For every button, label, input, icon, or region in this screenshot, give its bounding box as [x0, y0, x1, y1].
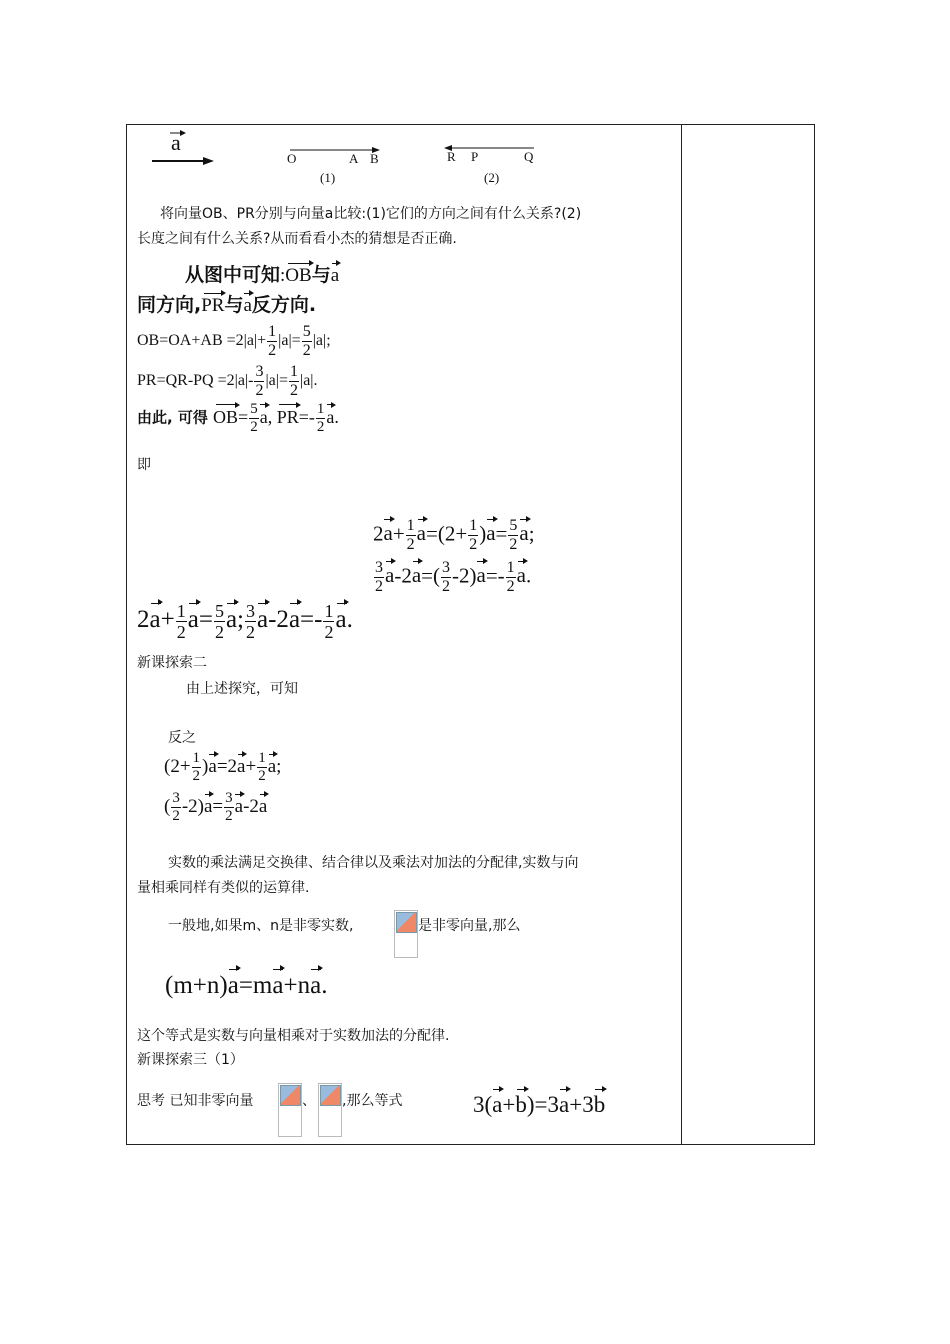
broken-image-icon: [318, 1083, 342, 1137]
broken-image-icon: [278, 1083, 302, 1137]
general-tail-text: 是非零向量,那么: [418, 918, 521, 934]
law-line-1: 实数的乘法满足交换律、结合律以及乘法对加法的分配律,实数与向: [168, 855, 579, 871]
converse-line-2: ( $\frac{3}{2}$ -2)a= $\frac{3}{2}$ a-2a: [164, 790, 268, 824]
think-text: 思考 已知非零向量: [137, 1093, 254, 1109]
from-figure-line: 从图中可知:OB与a: [185, 264, 340, 286]
hence-line: 由此, 可得 OB= $\frac{5}{2}$ a, PR=- $\frac{1}{2}$ a.: [137, 401, 339, 435]
fig1-point-o: O: [287, 151, 297, 166]
fig2-point-r: R: [447, 149, 456, 164]
vector-a-arrowhead: [203, 157, 214, 165]
converse-line-1: (2+ $\frac{1}{2}$ )a=2a+ $\frac{1}{2}$ a;: [164, 750, 282, 784]
column-divider: [681, 125, 682, 1144]
fig1-point-b: B: [370, 151, 379, 166]
think-separator: 、: [302, 1093, 316, 1109]
general-text: 一般地,如果m、n是非零实数,: [168, 918, 354, 934]
summary-equation: 2a+ $\frac{1}{2}$ a= $\frac{5}{2}$ a; $\frac{3}{2}$ a-2a=- $\frac{1}{2}$ a.: [137, 601, 353, 642]
think-tail-text: ,那么等式: [342, 1093, 403, 1109]
from-above-text: 由上述探究，可知: [186, 681, 298, 697]
pr-length-equation: PR=QR-PQ =2|a|- $\frac{3}{2}$ |a|= $\frac{1}{2}$ |a|.: [137, 363, 318, 399]
direction-line: 同方向,PR与a反方向.: [137, 294, 317, 316]
derivation-line-1: 2a+ $\frac{1}{2}$ a=(2+ $\frac{1}{2}$ )a= $\frac{5}{2}$ a;: [373, 517, 535, 553]
fig1-point-a: A: [349, 151, 359, 166]
question-line-2: 长度之间有什么关系?从而看看小杰的猜想是否正确.: [137, 231, 457, 247]
distributive-equation: (m+n)a=ma+na.: [165, 972, 328, 999]
broken-image-icon: [394, 910, 418, 958]
fig2-caption: (2): [484, 170, 500, 185]
fig2-point-q: Q: [524, 149, 534, 164]
scalar-distributive-equation: 3(a+b)=3a+3b: [473, 1092, 606, 1117]
fig1-caption: (1): [320, 170, 336, 185]
vector-a-label: a: [171, 130, 181, 155]
converse-label: 反之: [168, 730, 196, 746]
ob-length-equation: OB=OA+AB =2|a|+ $\frac{1}{2}$ |a|= $\frac{5}{2}$ |a|;: [137, 323, 331, 359]
explore-3-heading: 新课探索三（1）: [137, 1052, 244, 1068]
explore-2-heading: 新课探索二: [137, 655, 207, 671]
law-line-2: 量相乘同样有类似的运算律.: [137, 880, 310, 896]
ji-label: 即: [137, 457, 151, 473]
derivation-line-2: $\frac{3}{2}$ a-2a=( $\frac{3}{2}$ -2)a=- $\frac{1}{2}$ a.: [375, 559, 532, 595]
distributive-note: 这个等式是实数与向量相乘对于实数加法的分配律.: [137, 1028, 450, 1044]
question-line-1: 将向量OB、PR分别与向量a比较:(1)它们的方向之间有什么关系?(2): [160, 206, 582, 222]
fig2-point-p: P: [471, 149, 479, 164]
